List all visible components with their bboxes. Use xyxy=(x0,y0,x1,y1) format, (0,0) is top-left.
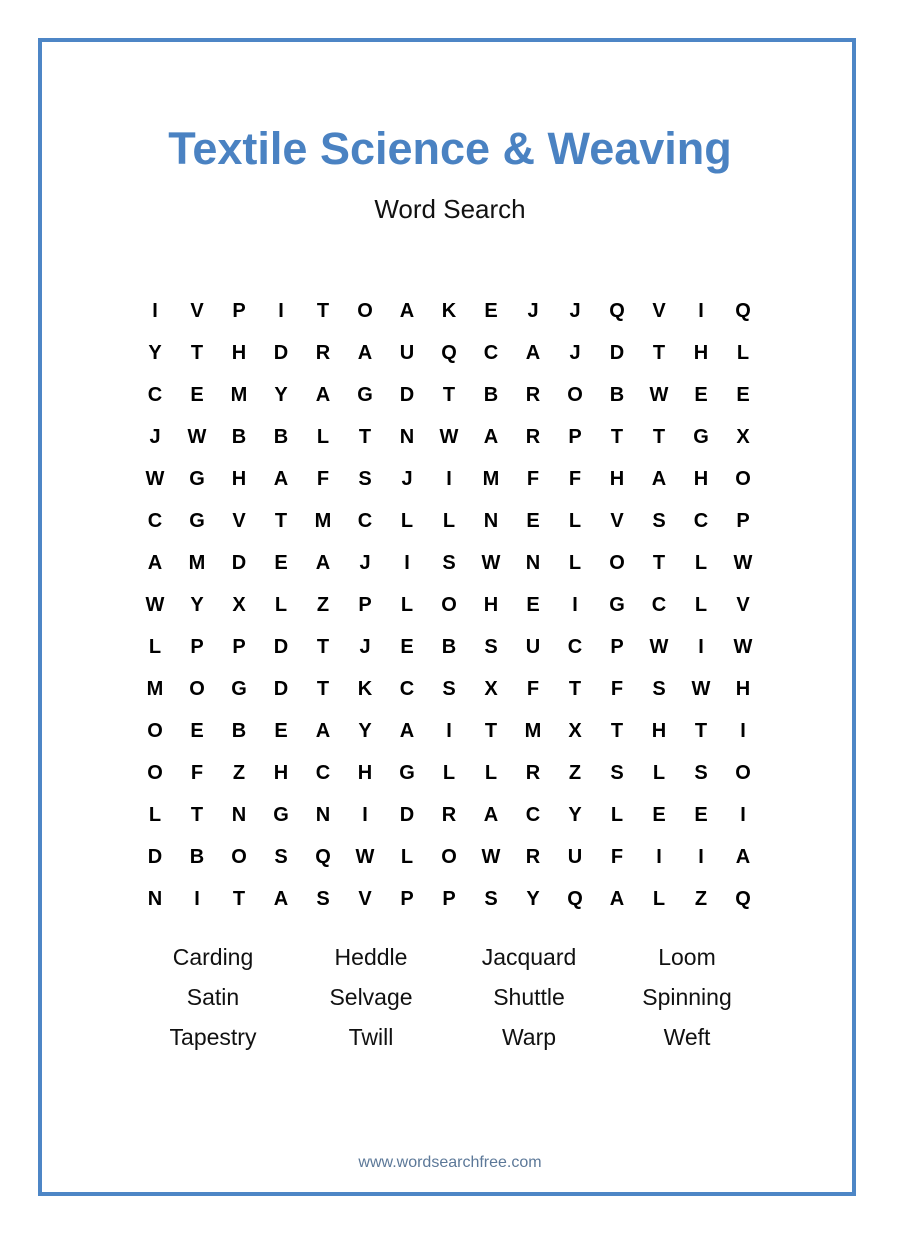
grid-cell: W xyxy=(733,551,753,574)
grid-cell: B xyxy=(231,425,247,448)
grid-cell: G xyxy=(189,509,205,532)
grid-cell: N xyxy=(231,803,247,826)
word-list-item: Tapestry xyxy=(169,1024,257,1050)
grid-cell: O xyxy=(735,761,751,784)
grid-cell: I xyxy=(698,845,704,868)
grid-cell: L xyxy=(400,593,414,616)
grid-cell: R xyxy=(441,803,457,826)
grid-cell: C xyxy=(693,509,709,532)
grid-cell: E xyxy=(694,383,708,406)
grid-row xyxy=(134,836,764,878)
grid-cell: H xyxy=(693,467,709,490)
grid-cell: T xyxy=(568,677,582,700)
grid-cell: A xyxy=(315,551,331,574)
grid-row xyxy=(134,542,764,584)
word-list-item: Jacquard xyxy=(481,944,577,970)
word-list-item: Twill xyxy=(348,1024,394,1050)
grid-cell: L xyxy=(652,761,666,784)
grid-cell: W xyxy=(481,551,501,574)
grid-cell: E xyxy=(484,299,498,322)
grid-cell: R xyxy=(315,341,331,364)
grid-cell: G xyxy=(189,467,205,490)
grid-cell: Y xyxy=(568,803,582,826)
grid-cell: T xyxy=(316,299,330,322)
grid-cell: G xyxy=(399,761,415,784)
grid-cell: L xyxy=(694,551,708,574)
grid-cell: A xyxy=(357,341,373,364)
grid-cell: I xyxy=(446,467,452,490)
grid-cell: J xyxy=(401,467,413,490)
grid-cell: S xyxy=(316,887,330,910)
grid-cell: I xyxy=(740,803,746,826)
grid-cell: D xyxy=(273,341,289,364)
grid-cell: V xyxy=(652,299,666,322)
grid-cell: C xyxy=(315,761,331,784)
footer-url: www.wordsearchfree.com xyxy=(358,1154,542,1171)
grid-cell: P xyxy=(736,509,750,532)
word-list-item: Spinning xyxy=(642,984,732,1010)
grid-cell: H xyxy=(651,719,667,742)
grid-cell: P xyxy=(610,635,624,658)
grid-cell: J xyxy=(527,299,539,322)
grid-cell: H xyxy=(483,593,499,616)
word-list-item: Selvage xyxy=(329,984,413,1010)
letter-grid xyxy=(134,290,764,920)
grid-cell: N xyxy=(525,551,541,574)
grid-cell: Y xyxy=(190,593,204,616)
grid-cell: H xyxy=(231,341,247,364)
grid-cell: E xyxy=(736,383,750,406)
grid-cell: Z xyxy=(694,887,708,910)
grid-cell: B xyxy=(609,383,625,406)
grid-cell: S xyxy=(442,551,456,574)
grid-cell: L xyxy=(652,887,666,910)
grid-cell: L xyxy=(442,509,456,532)
grid-cell: F xyxy=(316,467,330,490)
grid-cell: Y xyxy=(358,719,372,742)
grid-cell: Z xyxy=(232,761,246,784)
grid-cell: J xyxy=(149,425,161,448)
grid-cell: M xyxy=(524,719,542,742)
grid-cell: A xyxy=(651,467,667,490)
grid-cell: O xyxy=(357,299,373,322)
grid-cell: L xyxy=(568,509,582,532)
grid-cell: V xyxy=(190,299,204,322)
grid-cell: A xyxy=(609,887,625,910)
grid-cell: W xyxy=(187,425,207,448)
grid-row xyxy=(134,332,764,374)
grid-row xyxy=(134,794,764,836)
grid-row xyxy=(134,752,764,794)
grid-cell: X xyxy=(232,593,246,616)
grid-row xyxy=(134,878,764,920)
grid-cell: F xyxy=(526,467,540,490)
grid-cell: G xyxy=(273,803,289,826)
grid-cell: V xyxy=(358,887,372,910)
grid-cell: A xyxy=(315,719,331,742)
grid-cell: I xyxy=(194,887,200,910)
grid-cell: U xyxy=(525,635,541,658)
grid-cell: A xyxy=(735,845,751,868)
grid-cell: C xyxy=(147,509,163,532)
grid-cell: D xyxy=(399,383,415,406)
grid-cell: P xyxy=(190,635,204,658)
grid-cell: O xyxy=(735,467,751,490)
grid-cell: T xyxy=(610,719,624,742)
grid-cell: G xyxy=(609,593,625,616)
grid-cell: N xyxy=(315,803,331,826)
grid-cell: B xyxy=(273,425,289,448)
grid-cell: E xyxy=(274,551,288,574)
grid-cell: E xyxy=(652,803,666,826)
grid-cell: L xyxy=(568,551,582,574)
grid-cell: U xyxy=(567,845,583,868)
page-subtitle: Word Search xyxy=(374,194,526,224)
grid-cell: W xyxy=(481,845,501,868)
grid-cell: J xyxy=(359,551,371,574)
grid-cell: H xyxy=(231,467,247,490)
word-list-item: Weft xyxy=(663,1024,711,1050)
grid-cell: Q xyxy=(735,887,751,910)
grid-cell: H xyxy=(693,341,709,364)
grid-cell: I xyxy=(152,299,158,322)
grid-cell: R xyxy=(525,761,541,784)
grid-cell: F xyxy=(568,467,582,490)
grid-cell: A xyxy=(399,299,415,322)
grid-cell: G xyxy=(231,677,247,700)
grid-cell: Y xyxy=(526,887,540,910)
grid-cell: W xyxy=(439,425,459,448)
grid-cell: C xyxy=(399,677,415,700)
grid-cell: W xyxy=(691,677,711,700)
grid-cell: W xyxy=(355,845,375,868)
grid-cell: M xyxy=(314,509,332,532)
grid-cell: L xyxy=(442,761,456,784)
grid-cell: M xyxy=(482,467,500,490)
grid-cell: V xyxy=(736,593,750,616)
word-list-item: Shuttle xyxy=(493,984,565,1010)
grid-cell: V xyxy=(610,509,624,532)
grid-cell: L xyxy=(694,593,708,616)
grid-cell: U xyxy=(399,341,415,364)
page-title: Textile Science & Weaving xyxy=(168,123,732,174)
grid-row xyxy=(134,458,764,500)
grid-row xyxy=(134,416,764,458)
grid-cell: A xyxy=(147,551,163,574)
grid-cell: L xyxy=(400,509,414,532)
grid-cell: E xyxy=(694,803,708,826)
grid-cell: I xyxy=(656,845,662,868)
grid-cell: S xyxy=(694,761,708,784)
grid-cell: Q xyxy=(441,341,457,364)
grid-cell: H xyxy=(735,677,751,700)
grid-cell: E xyxy=(190,719,204,742)
grid-cell: T xyxy=(442,383,456,406)
grid-cell: X xyxy=(484,677,498,700)
grid-cell: B xyxy=(441,635,457,658)
grid-cell: W xyxy=(649,383,669,406)
grid-cell: N xyxy=(147,887,163,910)
grid-row xyxy=(134,290,764,332)
grid-cell: D xyxy=(399,803,415,826)
grid-cell: C xyxy=(651,593,667,616)
grid-cell: W xyxy=(649,635,669,658)
word-list-item: Satin xyxy=(186,984,240,1010)
grid-cell: M xyxy=(230,383,248,406)
grid-cell: H xyxy=(357,761,373,784)
grid-cell: A xyxy=(483,803,499,826)
grid-cell: D xyxy=(231,551,247,574)
grid-cell: K xyxy=(357,677,373,700)
grid-cell: I xyxy=(572,593,578,616)
grid-cell: I xyxy=(698,635,704,658)
grid-cell: I xyxy=(362,803,368,826)
grid-cell: X xyxy=(736,425,750,448)
grid-cell: E xyxy=(526,593,540,616)
grid-cell: E xyxy=(274,719,288,742)
grid-cell: C xyxy=(525,803,541,826)
word-list-item: Loom xyxy=(658,944,716,970)
grid-cell: T xyxy=(694,719,708,742)
grid-cell: Y xyxy=(274,383,288,406)
grid-cell: S xyxy=(610,761,624,784)
grid-cell: T xyxy=(358,425,372,448)
grid-cell: A xyxy=(273,887,289,910)
grid-cell: O xyxy=(231,845,247,868)
grid-cell: J xyxy=(359,635,371,658)
grid-cell: Z xyxy=(568,761,582,784)
grid-cell: N xyxy=(483,509,499,532)
grid-cell: B xyxy=(231,719,247,742)
grid-cell: R xyxy=(525,845,541,868)
grid-cell: S xyxy=(484,635,498,658)
grid-cell: G xyxy=(693,425,709,448)
grid-cell: J xyxy=(569,299,581,322)
grid-cell: E xyxy=(400,635,414,658)
grid-cell: O xyxy=(189,677,205,700)
grid-cell: R xyxy=(525,425,541,448)
grid-cell: A xyxy=(273,467,289,490)
grid-cell: O xyxy=(441,845,457,868)
grid-row xyxy=(134,584,764,626)
word-list-item: Carding xyxy=(172,944,254,970)
grid-cell: N xyxy=(399,425,415,448)
grid-cell: X xyxy=(568,719,582,742)
grid-cell: C xyxy=(357,509,373,532)
grid-cell: T xyxy=(316,677,330,700)
grid-cell: E xyxy=(190,383,204,406)
grid-cell: E xyxy=(526,509,540,532)
grid-cell: M xyxy=(188,551,206,574)
grid-cell: L xyxy=(610,803,624,826)
grid-cell: Q xyxy=(567,887,583,910)
grid-cell: R xyxy=(525,383,541,406)
grid-cell: I xyxy=(740,719,746,742)
grid-cell: S xyxy=(652,677,666,700)
grid-cell: Q xyxy=(609,299,625,322)
grid-cell: O xyxy=(441,593,457,616)
grid-row xyxy=(134,626,764,668)
grid-cell: W xyxy=(733,635,753,658)
grid-cell: L xyxy=(148,803,162,826)
grid-cell: G xyxy=(357,383,373,406)
grid-cell: S xyxy=(652,509,666,532)
grid-cell: H xyxy=(273,761,289,784)
grid-cell: Z xyxy=(316,593,330,616)
grid-cell: L xyxy=(274,593,288,616)
grid-cell: W xyxy=(145,593,165,616)
word-list-item: Heddle xyxy=(334,944,408,970)
grid-cell: P xyxy=(232,635,246,658)
grid-cell: K xyxy=(441,299,457,322)
grid-cell: L xyxy=(148,635,162,658)
grid-cell: D xyxy=(273,635,289,658)
grid-cell: A xyxy=(315,383,331,406)
grid-cell: H xyxy=(609,467,625,490)
grid-cell: D xyxy=(147,845,163,868)
grid-row xyxy=(134,668,764,710)
grid-cell: T xyxy=(484,719,498,742)
grid-cell: T xyxy=(652,551,666,574)
grid-cell: O xyxy=(147,761,163,784)
grid-cell: T xyxy=(652,341,666,364)
grid-cell: L xyxy=(736,341,750,364)
grid-cell: C xyxy=(147,383,163,406)
grid-cell: B xyxy=(483,383,499,406)
grid-cell: S xyxy=(442,677,456,700)
grid-cell: M xyxy=(146,677,164,700)
grid-cell: T xyxy=(190,803,204,826)
grid-cell: I xyxy=(446,719,452,742)
word-list-item: Warp xyxy=(501,1024,557,1050)
grid-cell: F xyxy=(190,761,204,784)
grid-cell: F xyxy=(610,845,624,868)
grid-cell: A xyxy=(525,341,541,364)
grid-cell: F xyxy=(526,677,540,700)
grid-cell: O xyxy=(567,383,583,406)
grid-cell: S xyxy=(274,845,288,868)
grid-cell: D xyxy=(273,677,289,700)
grid-cell: A xyxy=(399,719,415,742)
grid-cell: T xyxy=(316,635,330,658)
grid-cell: Q xyxy=(315,845,331,868)
grid-cell: W xyxy=(145,467,165,490)
grid-cell: S xyxy=(358,467,372,490)
grid-cell: P xyxy=(400,887,414,910)
grid-cell: T xyxy=(610,425,624,448)
grid-cell: C xyxy=(483,341,499,364)
grid-cell: O xyxy=(609,551,625,574)
grid-cell: I xyxy=(698,299,704,322)
grid-cell: I xyxy=(404,551,410,574)
grid-cell: Q xyxy=(735,299,751,322)
grid-cell: L xyxy=(400,845,414,868)
grid-cell: J xyxy=(569,341,581,364)
grid-cell: P xyxy=(442,887,456,910)
grid-cell: Y xyxy=(148,341,162,364)
grid-cell: L xyxy=(484,761,498,784)
grid-cell: T xyxy=(190,341,204,364)
grid-cell: C xyxy=(567,635,583,658)
grid-cell: I xyxy=(278,299,284,322)
grid-cell: O xyxy=(147,719,163,742)
grid-cell: A xyxy=(483,425,499,448)
grid-cell: F xyxy=(610,677,624,700)
grid-cell: D xyxy=(609,341,625,364)
grid-cell: T xyxy=(232,887,246,910)
grid-cell: T xyxy=(652,425,666,448)
grid-row xyxy=(134,500,764,542)
word-list xyxy=(134,942,764,1052)
grid-row xyxy=(134,374,764,416)
grid-cell: B xyxy=(189,845,205,868)
grid-cell: P xyxy=(232,299,246,322)
grid-cell: P xyxy=(358,593,372,616)
grid-cell: V xyxy=(232,509,246,532)
grid-cell: L xyxy=(316,425,330,448)
grid-cell: S xyxy=(484,887,498,910)
grid-cell: T xyxy=(274,509,288,532)
grid-row xyxy=(134,710,764,752)
grid-cell: P xyxy=(568,425,582,448)
